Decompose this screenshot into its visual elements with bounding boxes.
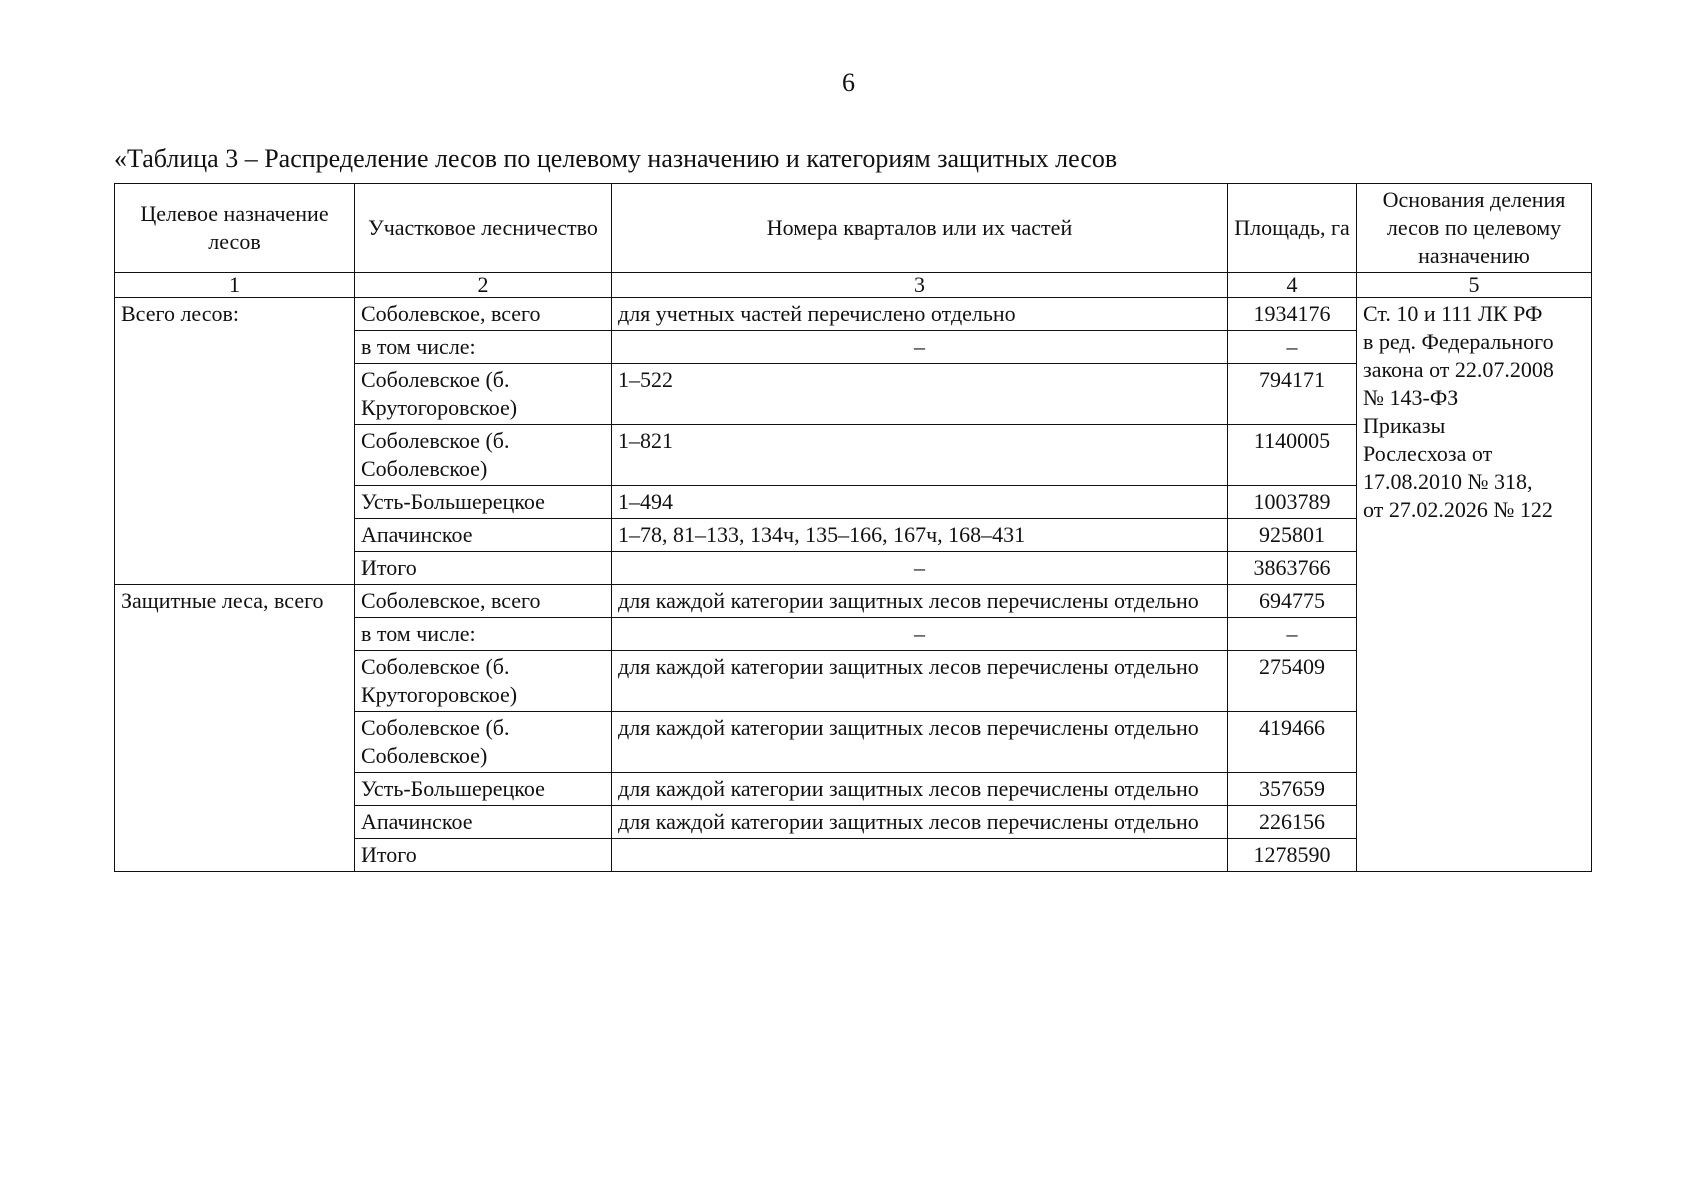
purpose-cell: Защитные леса, всего bbox=[115, 585, 355, 872]
area-cell: 3863766 bbox=[1228, 552, 1357, 585]
forestry-cell: Соболевское, всего bbox=[355, 585, 612, 618]
area-cell: 794171 bbox=[1228, 364, 1357, 425]
quarters-cell: для каждой категории защитных лесов перечислены отдельно bbox=[612, 773, 1228, 806]
basis-line: № 143-ФЗ bbox=[1363, 385, 1459, 410]
basis-line: Рослесхоза от bbox=[1363, 441, 1493, 466]
quarters-cell: 1–821 bbox=[612, 425, 1228, 486]
column-number: 1 bbox=[115, 273, 355, 298]
area-cell: 1140005 bbox=[1228, 425, 1357, 486]
basis-line: от 27.02.2026 № 122 bbox=[1363, 497, 1553, 522]
purpose-cell: Всего лесов: bbox=[115, 298, 355, 585]
forest-distribution-table bbox=[114, 183, 1592, 872]
forestry-cell: Соболевское (б. Крутогоровское) bbox=[355, 364, 612, 425]
forestry-cell: Соболевское, всего bbox=[355, 298, 612, 331]
quarters-cell: – bbox=[612, 618, 1228, 651]
basis-line: Ст. 10 и 111 ЛК РФ bbox=[1363, 301, 1543, 326]
forestry-cell: Усть-Большерецкое bbox=[355, 486, 612, 519]
quarters-cell: для каждой категории защитных лесов перечислены отдельно bbox=[612, 651, 1228, 712]
quarters-cell: 1–522 bbox=[612, 364, 1228, 425]
forestry-cell: Апачинское bbox=[355, 806, 612, 839]
quarters-cell: для учетных частей перечислено отдельно bbox=[612, 298, 1228, 331]
area-cell: 1003789 bbox=[1228, 486, 1357, 519]
column-number: 4 bbox=[1228, 273, 1357, 298]
forestry-cell: Итого bbox=[355, 839, 612, 872]
area-cell: 226156 bbox=[1228, 806, 1357, 839]
quarters-cell bbox=[612, 839, 1228, 872]
column-number-row bbox=[115, 273, 1592, 298]
quarters-cell: для каждой категории защитных лесов перечислены отдельно bbox=[612, 712, 1228, 773]
column-number: 3 bbox=[612, 273, 1228, 298]
area-cell: 1934176 bbox=[1228, 298, 1357, 331]
forestry-cell: Соболевское (б. Соболевское) bbox=[355, 712, 612, 773]
area-cell: 1278590 bbox=[1228, 839, 1357, 872]
quarters-cell: – bbox=[612, 552, 1228, 585]
forestry-cell: Соболевское (б. Крутогоровское) bbox=[355, 651, 612, 712]
header-purpose: Целевое назначение лесов bbox=[115, 184, 355, 273]
quarters-cell: для каждой категории защитных лесов перечислены отдельно bbox=[612, 585, 1228, 618]
forestry-cell: Усть-Большерецкое bbox=[355, 773, 612, 806]
area-cell: 925801 bbox=[1228, 519, 1357, 552]
basis-line: закона от 22.07.2008 bbox=[1363, 357, 1554, 382]
basis-line: в ред. Федерального bbox=[1363, 329, 1554, 354]
area-cell: 357659 bbox=[1228, 773, 1357, 806]
basis-line: Приказы bbox=[1363, 413, 1446, 438]
column-number: 2 bbox=[355, 273, 612, 298]
area-cell: – bbox=[1228, 331, 1357, 364]
quarters-cell: 1–78, 81–133, 134ч, 135–166, 167ч, 168–431 bbox=[612, 519, 1228, 552]
header-basis: Основания деления лесов по целевому назначению bbox=[1357, 184, 1592, 273]
header-area: Площадь, га bbox=[1228, 184, 1357, 273]
forestry-cell: в том числе: bbox=[355, 331, 612, 364]
quarters-cell: – bbox=[612, 331, 1228, 364]
quarters-cell: для каждой категории защитных лесов перечислены отдельно bbox=[612, 806, 1228, 839]
area-cell: 275409 bbox=[1228, 651, 1357, 712]
basis-line: 17.08.2010 № 318, bbox=[1363, 469, 1533, 494]
forestry-cell: Апачинское bbox=[355, 519, 612, 552]
column-number: 5 bbox=[1357, 273, 1592, 298]
area-cell: 419466 bbox=[1228, 712, 1357, 773]
forestry-cell: Соболевское (б. Соболевское) bbox=[355, 425, 612, 486]
area-cell: 694775 bbox=[1228, 585, 1357, 618]
forestry-cell: Итого bbox=[355, 552, 612, 585]
table-caption: «Таблица 3 – Распределение лесов по целевому назначению и категориям защитных лесов bbox=[114, 144, 1118, 173]
forestry-cell: в том числе: bbox=[355, 618, 612, 651]
table-row bbox=[115, 298, 1592, 331]
header-row bbox=[115, 184, 1592, 273]
header-forestry: Участковое лесничество bbox=[355, 184, 612, 273]
area-cell: – bbox=[1228, 618, 1357, 651]
page-number: 6 bbox=[842, 68, 855, 97]
basis-cell bbox=[1357, 298, 1592, 872]
quarters-cell: 1–494 bbox=[612, 486, 1228, 519]
header-quarters: Номера кварталов или их частей bbox=[612, 184, 1228, 273]
